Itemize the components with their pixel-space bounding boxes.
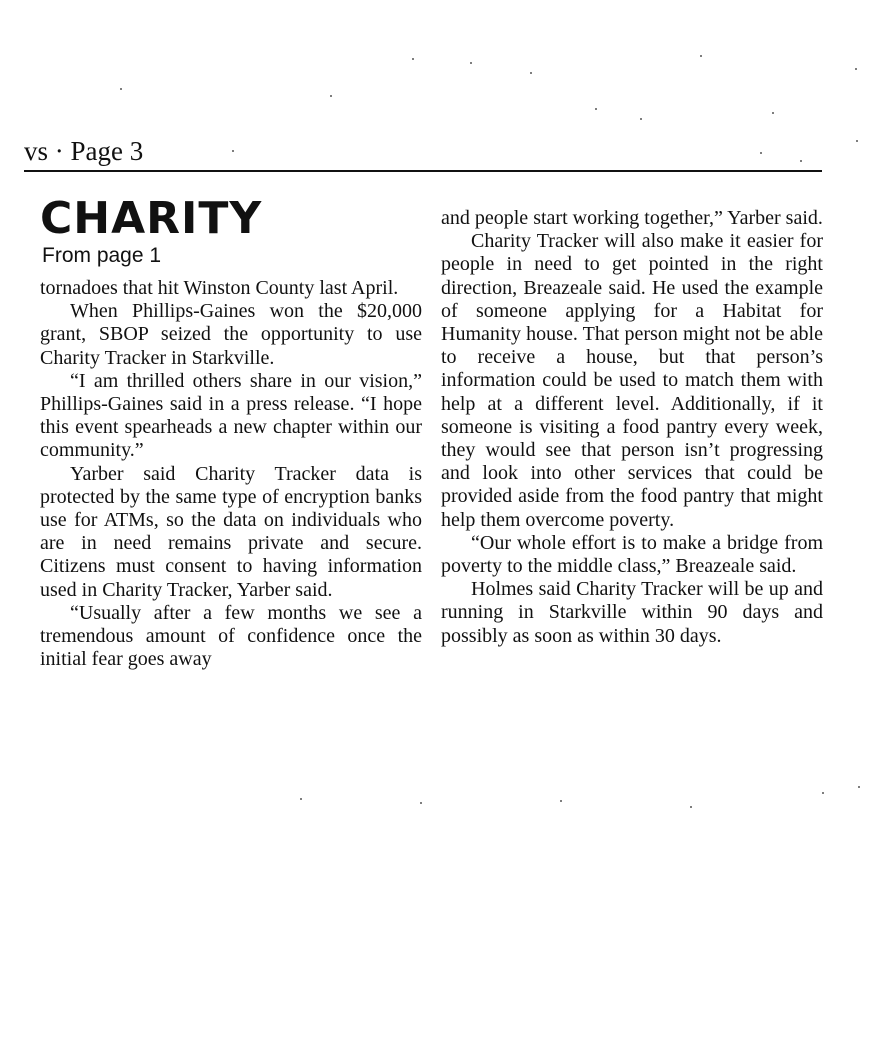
article-paragraph: Charity Tracker will also make it easier for people in need to get pointed in the right direction, Breazeale said. He used the example of someone applying for a Habitat for Humanity house. That person might not be able to receive a house, but that person’s information could be used to match them with help at a different level. Additionally, if it someone is visiting a food pantry every week, they would see that person isn’t progressing and look into other services that could be provided aside from the food pantry that might help them overcome poverty. (441, 230, 823, 531)
article-paragraph: Yarber said Charity Tracker data is protected by the same type of encryption banks use for ATMs, so the data on individuals who are in need remains private and secure. Citizens must consent to having information used in Charity Tracker, Yarber said. (40, 462, 422, 601)
article-column-right (441, 207, 823, 648)
article-paragraph: “I am thrilled others share in our vision,” Phillips-Gaines said in a press release. “I hope this event spearheads a new chapter within our community.” (40, 369, 422, 462)
article-paragraph: “Usually after a few months we see a tremendous amount of confidence once the initial fear goes away (40, 601, 422, 671)
article-paragraph: “Our whole effort is to make a bridge from poverty to the middle class,” Breazeale said. (441, 531, 823, 578)
article-paragraph: tornadoes that hit Winston County last April. (40, 277, 399, 299)
article-paragraph: and people start working together,” Yarber said. (441, 207, 823, 229)
article-paragraph: When Phillips-Gaines won the $20,000 grant, SBOP seized the opportunity to use Charity Tracker in Starkville. (40, 300, 422, 369)
article-headline: CHARITY (40, 193, 263, 244)
article-paragraph: Holmes said Charity Tracker will be up and running in Starkville within 90 days and possibly as soon as within 30 days. (441, 578, 823, 647)
jump-line: From page 1 (42, 244, 162, 267)
article-column-left (40, 277, 422, 671)
section-page-label: vs · Page 3 (24, 136, 144, 166)
page-header (24, 134, 822, 172)
